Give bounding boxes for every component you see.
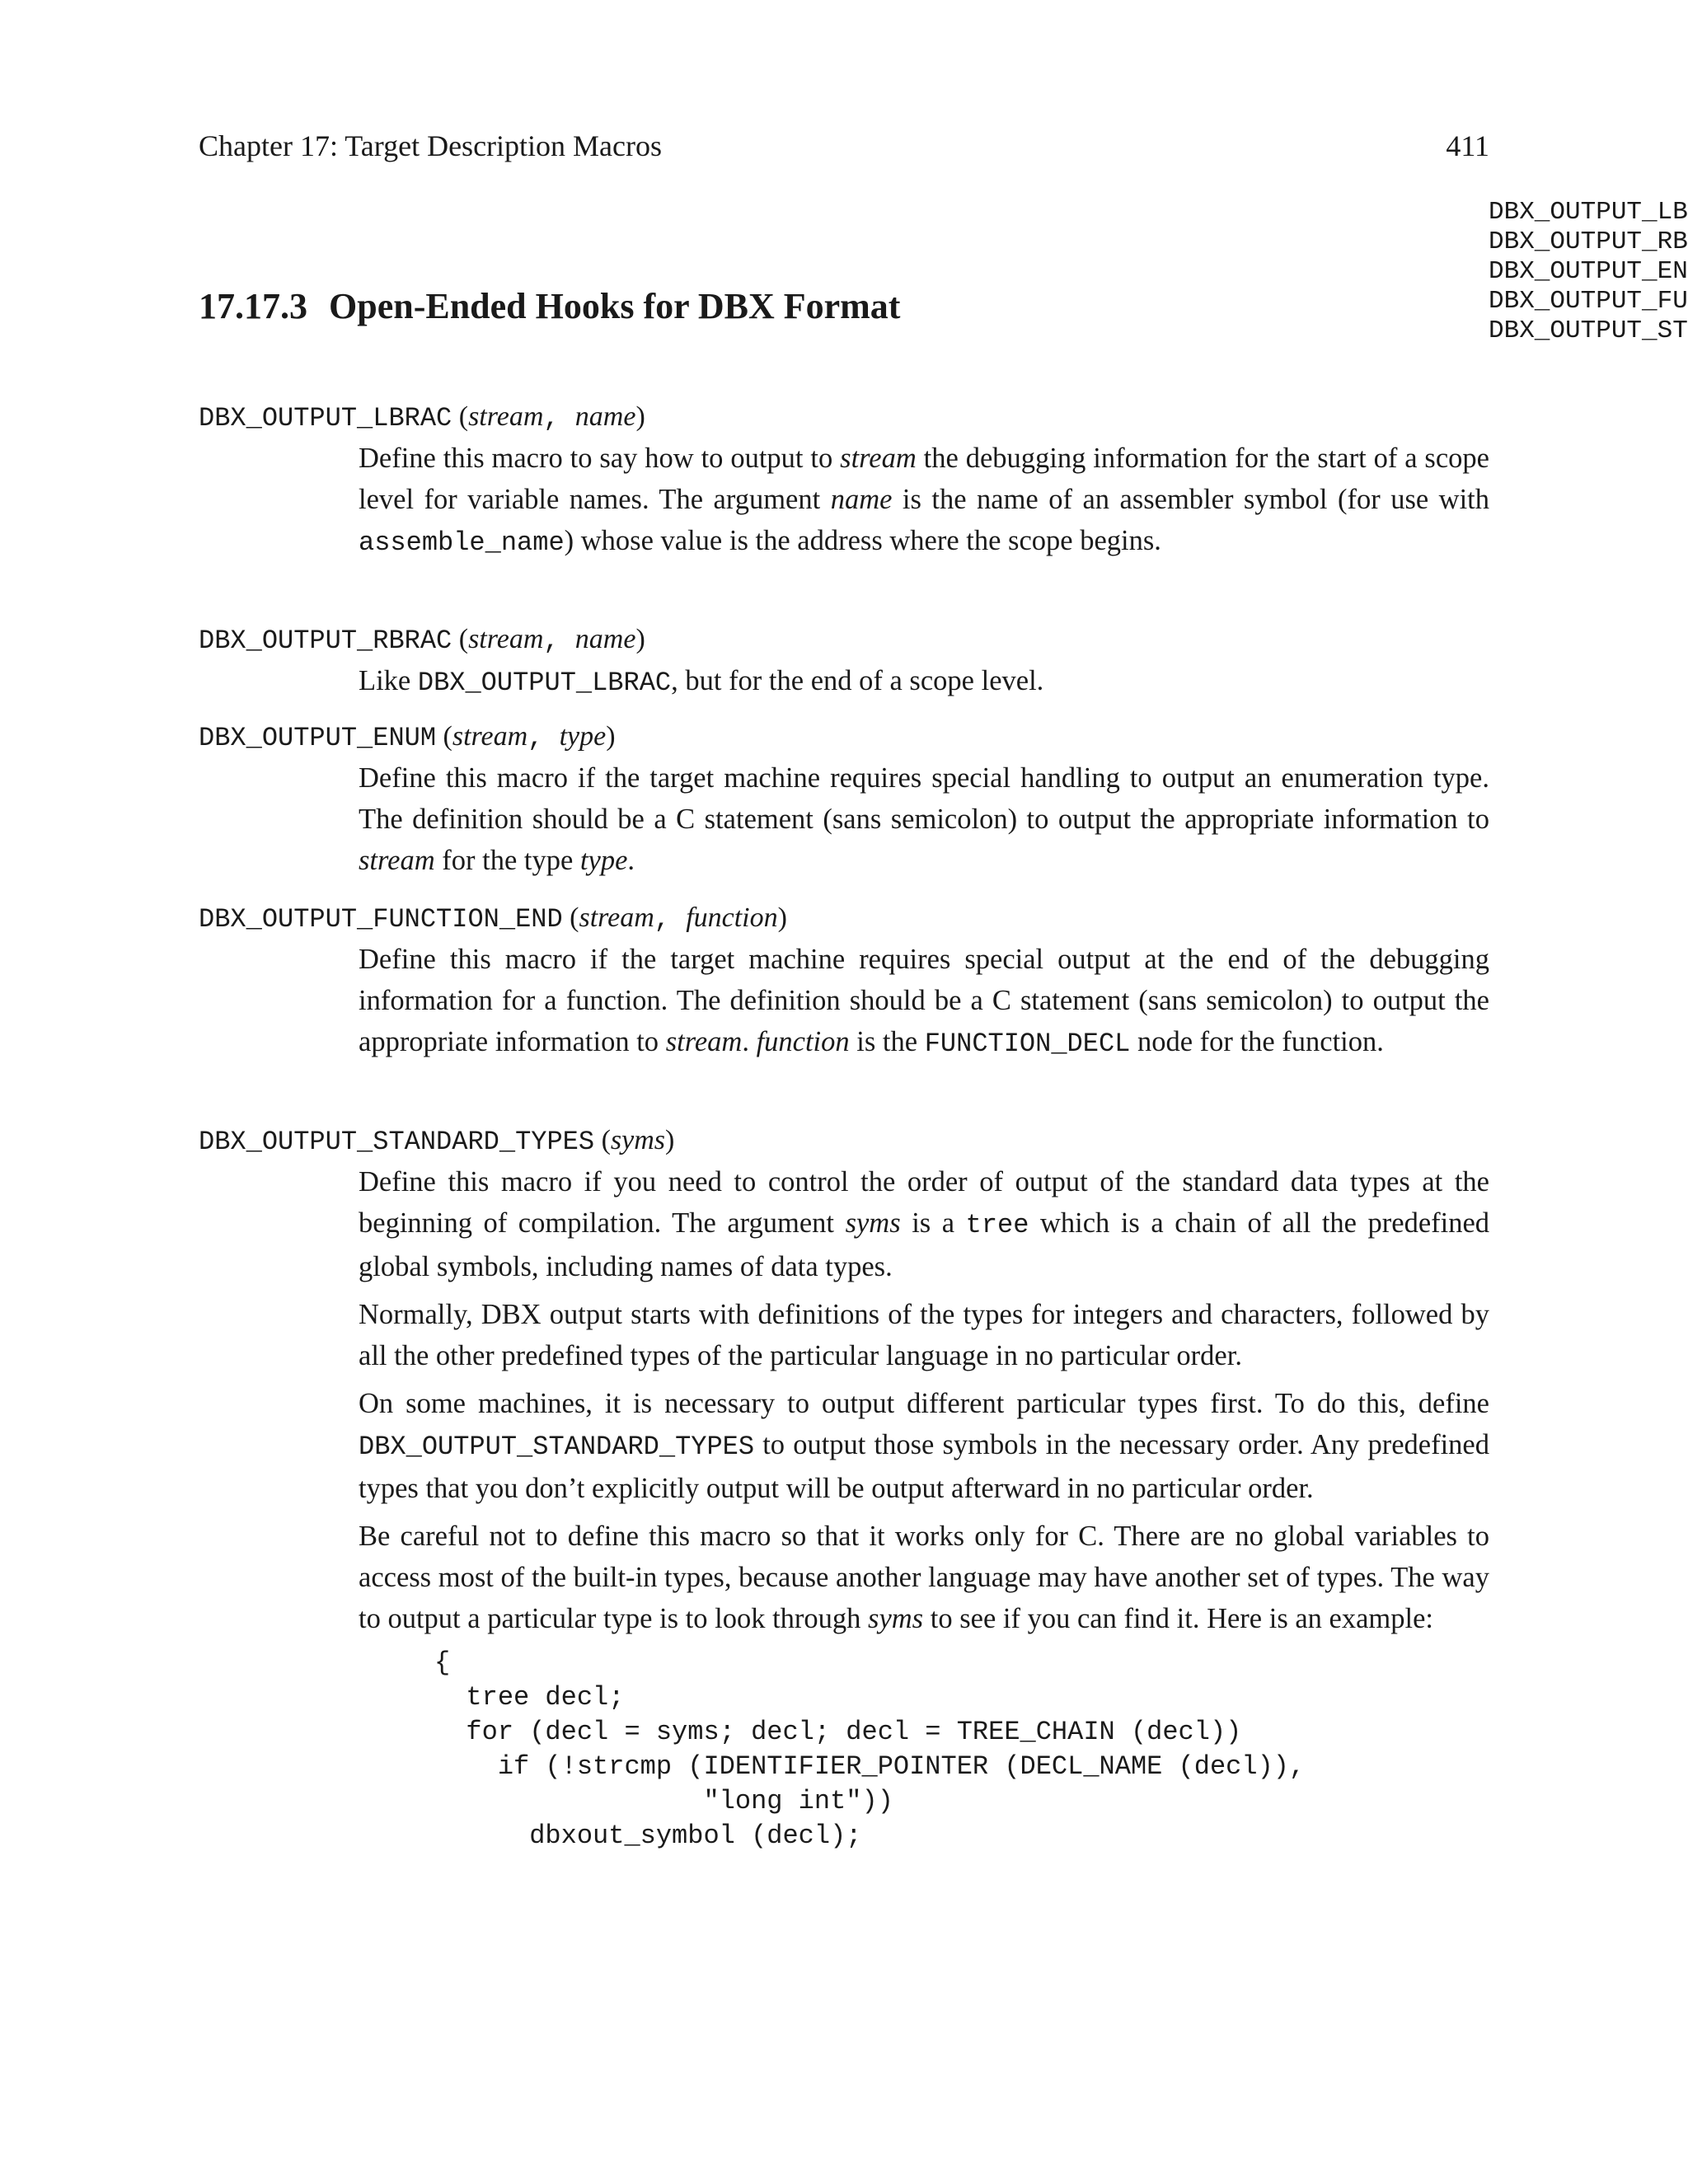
code-example: { tree decl; for (decl = syms; decl; decl = TREE_CHAIN (decl)) if (!strcmp (IDENTIFIER_POINTER (DECL_NAME (decl)), "long int")) dbxout_symbol (decl); <box>434 1647 1306 1851</box>
macro-arg: name <box>574 401 636 432</box>
macro-arg: type <box>559 721 607 752</box>
macro-entry <box>199 619 1489 710</box>
section-title: Open-Ended Hooks for DBX Format <box>329 286 901 326</box>
macro-entry <box>199 898 1489 1071</box>
macro-arg: stream <box>468 401 544 432</box>
macro-signature: DBX_OUTPUT_STANDARD_TYPES (syms) <box>199 1125 675 1157</box>
macro-description <box>359 939 1489 1065</box>
macro-description <box>359 1161 1489 1854</box>
macro-name: DBX_OUTPUT_RBRAC <box>199 626 452 656</box>
macro-arg: name <box>574 624 636 654</box>
macro-entry <box>199 1120 1489 1854</box>
macro-arg: stream <box>452 721 528 752</box>
paragraph: Define this macro to say how to output to stream the debugging information for the start of a scope level for variable names. The argument name is the name of an assembler symbol (for use with assemble_name) whose value is the address where the scope begins. <box>359 443 1489 558</box>
macro-arg: syms <box>610 1125 666 1155</box>
index-entry: DBX_OUTPUT_ST <box>1489 316 1688 345</box>
paragraph: On some machines, it is necessary to output different particular types first. To do this, define DBX_OUTPUT_STANDARD_TYPES to output those symbols in the necessary order. Any predefined types that you don’t explicitly output will be output afterward in no particular order. <box>359 1388 1489 1504</box>
macro-name: DBX_OUTPUT_FUNCTION_END <box>199 904 563 935</box>
index-strip <box>1489 198 1688 346</box>
section-number: 17.17.3 <box>199 286 307 326</box>
macro-signature: DBX_OUTPUT_LBRAC (stream, name) <box>199 401 645 434</box>
macro-arg: stream <box>579 902 654 933</box>
macro-name: DBX_OUTPUT_ENUM <box>199 723 437 753</box>
macro-name: DBX_OUTPUT_LBRAC <box>199 403 452 434</box>
macro-arg: function <box>686 902 778 933</box>
macro-description <box>359 660 1489 704</box>
macro-name: DBX_OUTPUT_STANDARD_TYPES <box>199 1127 595 1157</box>
macro-arg: stream <box>468 624 544 654</box>
paragraph: Define this macro if you need to control the order of output of the standard data types at the beginning of compilation. The argument syms is a tree which is a chain of all the predefined global symbols, including names of data types. <box>359 1166 1490 1282</box>
paragraph: Like DBX_OUTPUT_LBRAC, but for the end of a scope level. <box>359 665 1044 698</box>
page-number: 411 <box>1446 129 1489 162</box>
macro-signature: DBX_OUTPUT_ENUM (stream, type) <box>199 721 616 753</box>
index-entry: DBX_OUTPUT_RB <box>1489 227 1688 256</box>
paragraph: Normally, DBX output starts with definitions of the types for integers and characters, followed by all the other predefined types of the particular language in no particular order. <box>359 1299 1489 1371</box>
macro-signature: DBX_OUTPUT_FUNCTION_END (stream, function) <box>199 902 787 935</box>
macro-description <box>359 438 1489 564</box>
index-entry: DBX_OUTPUT_LB <box>1489 198 1688 227</box>
index-entry: DBX_OUTPUT_EN <box>1489 257 1688 286</box>
running-head <box>199 129 1489 170</box>
paragraph: Define this macro if the target machine requires special handling to output an enumeration type. The definition should be a C statement (sans semicolon) to output the appropriate information to stream for the type type. <box>359 762 1489 876</box>
macro-description <box>359 757 1489 881</box>
macro-entry <box>199 396 1489 570</box>
section-heading <box>199 282 900 331</box>
macro-signature: DBX_OUTPUT_RBRAC (stream, name) <box>199 624 645 656</box>
index-entry: DBX_OUTPUT_FU <box>1489 287 1688 316</box>
chapter-title: Chapter 17: Target Description Macros <box>199 129 663 162</box>
macro-entry <box>199 716 1489 888</box>
paragraph: Be careful not to define this macro so that it works only for C. There are no global variables to access most of the built-in types, because another language may have another set of types. The way to output a particular type is to look through syms to see if you can find it. Here is an example: <box>359 1521 1489 1634</box>
paragraph: Define this macro if the target machine requires special output at the end of the debugging information for a function. The definition should be a C statement (sans semicolon) to output the appropriate information to stream. function is the FUNCTION_DECL node for the function. <box>359 944 1489 1059</box>
